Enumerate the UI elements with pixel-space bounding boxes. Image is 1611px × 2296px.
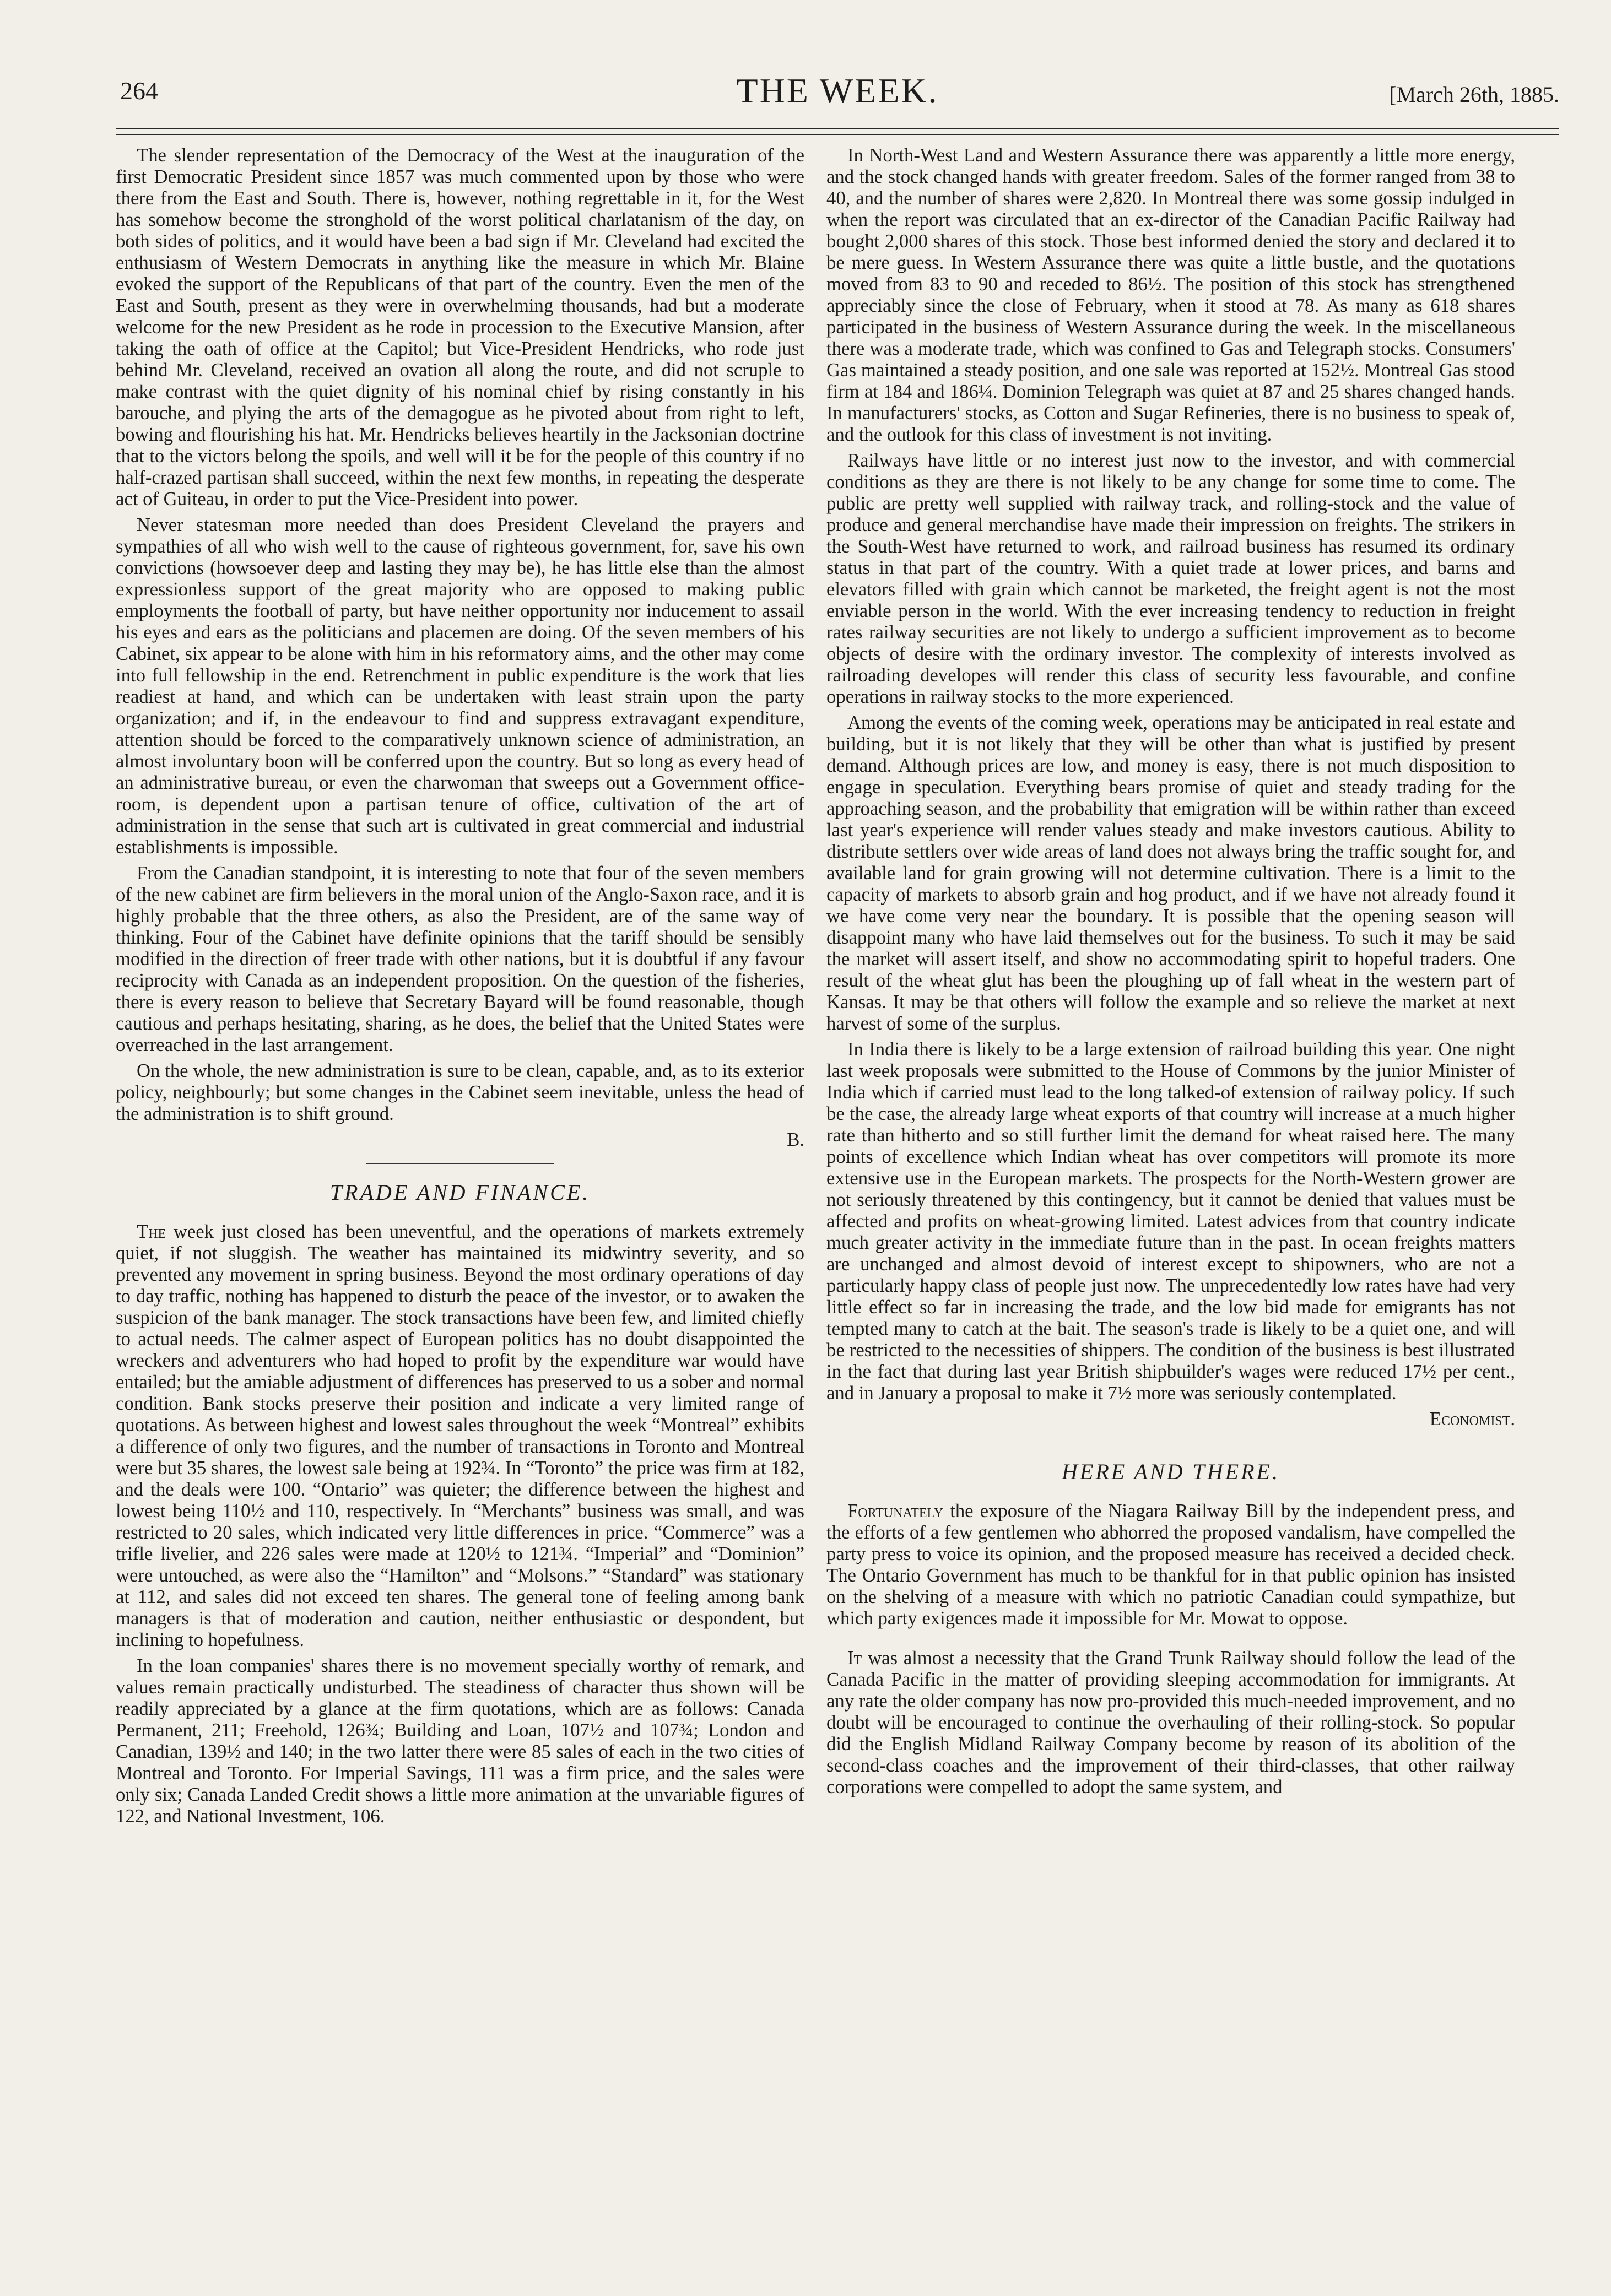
- signature: B.: [787, 1129, 804, 1150]
- section-title-here-and-there: HERE AND THERE.: [1062, 1459, 1280, 1484]
- paragraph: Among the events of the coming week, operations may be anticipated in real estate and building, but it is not likely that they will be other than what is justified by present demand. Although prices are low, and money is easy, there is not much disposition to engage in speculation. Everything bears promise of quiet and steady trading for the approaching season, and the probability that emigration will be within rather than exceed last year's experience will render values steady and make investors cautious. Ability to distribute settlers over wide areas of land does not always bring the traffic sought for, and available land for grain growing will not determine cultivation. There is a limit to the capacity of markets to absorb grain and hog product, and if we have not already found it we have come very near the boundary. It is possible that the opening season will disappoint many who have laid themselves out for the business. To such it may be said the market will assert itself, and show no accommodating spirit to hopeful traders. One result of the wheat glut has been the ploughing up of fall wheat in the western part of Kansas. It may be that others will follow the example and so relieve the market at next harvest of some of the surplus.: [826, 712, 1515, 1034]
- journal-title: THE WEEK.: [736, 71, 939, 110]
- issue-date: [March 26th, 1885.: [1389, 82, 1559, 107]
- paragraph: In North-West Land and Western Assurance there was apparently a little more energy, and the stock changed hands with greater freedom. Sales of the former ranged from 38 to 40, and the number of shares were 2,820. In Montreal there was some gossip indulged in when the report was circulated that an ex-director of the Canadian Pacific Railway had bought 2,000 shares of this stock. Those best informed denied the story and declared it to be mere guess. In Western Assurance there was quite a little bustle, and the quotations moved from 83 to 90 and receded to 86½. The position of this stock has strengthened appreciably since the close of February, when it stood at 78. As many as 618 shares participated in the business of Western Assurance during the week. In the miscellaneous there was a moderate trade, which was confined to Gas and Telegraph stocks. Consumers' Gas maintained a steady position, and one sale was reported at 152½. Montreal Gas stood firm at 184 and 186¼. Dominion Telegraph was quiet at 87 and 25 shares changed hands. In manufacturers' stocks, as Cotton and Sugar Refineries, there is no business to speak of, and the outlook for this class of investment is not inviting.: [826, 144, 1515, 445]
- paragraph-text: week just closed has been uneventful, and the operations of markets extremely quiet, if not sluggish. The weather has maintained its midwintry severity, and so prevented any movement in spring business. Beyond the most ordinary operations of day to day traffic, nothing has happened to disturb the peace of the investor, or to awaken the suspicion of the bank manager. The stock transactions have been few, and limited chiefly to actual needs. The calmer aspect of European politics has no doubt disappointed the wreckers and adventurers who had hoped to profit by the expenditure war would have entailed; but the amiable adjustment of differences has preserved to us a sober and normal condition. Bank stocks preserve their position and indicate a very limited range of quotations. As between highest and lowest sales throughout the week “Montreal” exhibits a difference of only two figures, and the number of transactions in Toronto and Montreal were but 35 shares, the lowest sale being at 192¾. In “Toronto” the price was firm at 182, and the deals were 100. “Ontario” was quieter; the difference between the highest and lowest being 110½ and 110, respectively. In “Merchants” business was small, and was restricted to 20 sales, which indicated very little differences in price. “Commerce” was a trifle livelier, and 226 sales were made at 120½ to 121¾. “Imperial” and “Dominion” were untouched, as were also the “Hamilton” and “Molsons.” “Standard” was stationary at 112, and sales did not exceed ten shares. The general tone of feeling among bank managers is that of moderation and caution, neither enthusiastic or despondent, but inclining to hopefulness.: [116, 1221, 804, 1650]
- paragraph: [826, 1647, 1515, 1797]
- paragraph: In India there is likely to be a large extension of railroad building this year. One night last week proposals were submitted to the House of Commons by the junior Minister of India which if carried must lead to the long talked-of extension of railway policy. If such be the case, the already large wheat exports of that country will increase at a much higher rate than hitherto and so still further limit the demand for wheat raised here. The many points of excellence which Indian wheat has over competitors will promote its more extensive use in the European markets. The prospects for the North-Western grower are not seriously threatened by this contingency, but it cannot be denied that values must be affected and profits on wheat-growing limited. Latest advices from that country indicate much greater activity in the immediate future than in the past. In ocean freights matters are unchanged and almost devoid of interest except to shipowners, who are not a particularly happy class of people just now. The unprecedentedly low rates have had very little effect so far in increasing the trade, and the low bid made for emigrants has not tempted many to catch at the bait. The season's trade is likely to be a quiet one, and will be restricted to the necessities of shippers. The condition of the business is best illustrated in the fact that during last year British shipbuilder's wages were reduced 17½ per cent., and in January a proposal to make it 7½ more was seriously contemplated.: [826, 1038, 1515, 1404]
- header-rule-thin: [116, 134, 1559, 135]
- signature: Economist.: [1429, 1408, 1515, 1429]
- right-column: [826, 144, 1515, 1802]
- paragraph: On the whole, the new administration is sure to be clean, capable, and, as to its exterior policy, neighbourly; but some changes in the Cabinet seem inevitable, unless the head of the administration is to shift ground.: [116, 1060, 804, 1124]
- paragraph-text: was almost a necessity that the Grand Trunk Railway should follow the lead of the Canada Pacific in the matter of providing sleeping accommodation for immigrants. At any rate the older company has now pro-provided this much-needed improvement, and no doubt will be encouraged to continue the overhauling of their rolling-stock. So popular did the English Midland Railway Company become by reason of its abolition of the second-class coaches and the improvement of their third-classes, that other railway corporations were compelled to adopt the same system, and: [826, 1647, 1515, 1797]
- lead-word: It: [847, 1647, 862, 1669]
- section-rule: [366, 1163, 554, 1164]
- page-header: [116, 71, 1559, 131]
- paragraph: Railways have little or no interest just now to the investor, and with commercial conditions as they are there is not likely to be any change for some time to come. The public are pretty well supplied with railway track, and rolling-stock and the value of produce and general merchandise have made their impression on freights. The strikers in the South-West have returned to work, and railroad business has resumed its ordinary status in that part of the country. With a quiet trade at lower prices, and barns and elevators filled with grain which cannot be marketed, the freight agent is not the most enviable person in the world. With the ever increasing tendency to reduction in freight rates railway securities are not likely to undergo a sufficient improvement as to become objects of desire with the ordinary investor. The complexity of interests involved as railroading developes will render this class of security less favourable, and confine operations in railway stocks to the more experienced.: [826, 450, 1515, 707]
- paragraph: From the Canadian standpoint, it is interesting to note that four of the seven members of the new cabinet are firm believers in the moral union of the Anglo-Saxon race, and it is highly probable that the three others, as also the President, are of the same way of thinking. Four of the Cabinet have definite opinions that the tariff should be sensibly modified in the direction of freer trade with other nations, but it is doubtful if any favour reciprocity with Canada as an independent proposition. On the question of the fisheries, there is every reason to believe that Secretary Bayard will be found reasonable, though cautious and perhaps hesitating, sharing, as he does, the belief that the United States were overreached in the last arrangement.: [116, 862, 804, 1055]
- section-title-trade-and-finance: TRADE AND FINANCE.: [329, 1180, 591, 1205]
- paragraph: In the loan companies' shares there is no movement specially worthy of remark, and values remain practically undisturbed. The steadiness of character thus shown will be readily appreciated by a glance at the firm quotations, which are as follows: Canada Permanent, 211; Freehold, 126¾; Building and Loan, 107½ and 107¾; London and Canadian, 139½ and 140; in the two latter there were 85 sales of each in the two cities of Montreal and Toronto. For Imperial Savings, 111 was a firm price, and the sales were only six; Canada Landed Credit shows a little more animation at the unvariable figures of 122, and National Investment, 106.: [116, 1655, 804, 1827]
- lead-word: The: [137, 1221, 166, 1242]
- page-number: 264: [120, 77, 158, 105]
- paragraph: [116, 1221, 804, 1650]
- left-column: [116, 144, 804, 1831]
- paragraph-text: the exposure of the Niagara Railway Bill by the independent press, and the efforts of a few gentlemen who abhorred the proposed vandalism, have compelled the party press to voice its opinion, and the proposed measure has received a decided check. The Ontario Government has much to be thankful for in that public opinion has insisted on the shelving of a measure with which no patriotic Canadian could sympathize, but which party exigences made it impossible for Mr. Mowat to oppose.: [826, 1500, 1515, 1629]
- paragraph: [826, 1500, 1515, 1629]
- lead-word: Fortunately: [847, 1500, 944, 1521]
- paragraph: Never statesman more needed than does President Cleveland the prayers and sympathies of all who wish well to the cause of righteous government, for, save his own convictions (howsoever deep and lasting they may be), he has little else than the almost expressionless support of the great majority who are opposed to making public employments the football of party, but have neither opportunity nor inducement to assail his eyes and ears as the politicians and placemen are doing. Of the seven members of his Cabinet, six appear to be alone with him in his reformatory aims, and the other may come into full fellowship in the end. Retrenchment in public expenditure is the work that lies readiest at hand, and which can be undertaken with least strain upon the party organization; and if, in the endeavour to find and suppress extravagant expenditure, attention should be forced to the comparatively unknown science of administration, an almost involuntary boon will be conferred upon the country. But so long as every head of an administrative bureau, or even the charwoman that sweeps out a Government office-room, is dependent upon a partisan tenure of office, cultivation of the art of administration in the sense that such art is cultivated in great commercial and industrial establishments is impossible.: [116, 514, 804, 858]
- paragraph: The slender representation of the Democracy of the West at the inauguration of the first Democratic President since 1857 was much commented upon by those who were there from the East and South. There is, however, nothing regrettable in it, for the West has somehow become the stronghold of the worst political charlatanism of the day, on both sides of politics, and it would have been a bad sign if Mr. Cleveland had excited the enthusiasm of Western Democrats in anything like the measure in which Mr. Blaine evoked the support of the Republicans of that part of the country. Even the men of the East and South, present as they were in overwhelming thousands, had but a moderate welcome for the new President as he rode in procession to the Executive Mansion, after taking the oath of office at the Capitol; but Vice-President Hendricks, who rode just behind Mr. Cleveland, received an ovation all along the route, and did not scruple to make contrast with the quiet dignity of his nominal chief by rising constantly in his barouche, and plying the arts of the demagogue as he pivoted about from right to left, bowing and flourishing his hat. Mr. Hendricks believes heartily in the Jacksonian doctrine that to the victors belong the spoils, and well will it be for the people of this country if no half-crazed partisan shall succeed, within the next few months, in repeating the desperate act of Guiteau, in order to put the Vice-President into power.: [116, 144, 804, 510]
- header-rule: [116, 128, 1559, 129]
